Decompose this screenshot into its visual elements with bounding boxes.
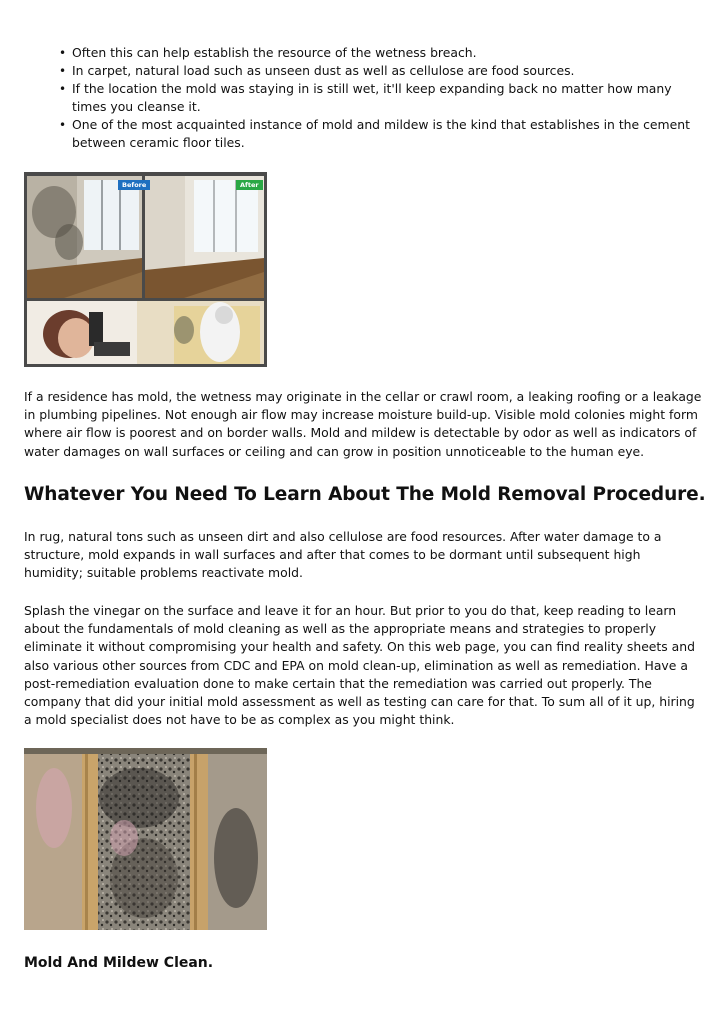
- bullet-item: • One of the most acquainted instance of mold and mildew is the kind that establishes in the cement between ceramic floor tiles.: [0, 116, 720, 152]
- before-after-photo: [24, 172, 267, 367]
- sub-heading: Mold And Mildew Clean.: [24, 955, 214, 971]
- bullet-item: • If the location the mold was staying in is still wet, it'll keep expanding back no matter how many times you cleanse it.: [0, 80, 720, 116]
- after-label: After: [236, 180, 263, 190]
- bullet-item: • Often this can help establish the resource of the wetness breach.: [0, 44, 720, 62]
- paragraph: Splash the vinegar on the surface and leave it for an hour. But prior to you do that, keep reading to learn about the fundamentals of mold cleaning as well as the appropriate means and strategies to properly eliminate it without compromising your health and safety. On this web page, you can find reality sheets and also various other sources from CDC and EPA on mold clean-up, elimination as well as remediation. Have a post-remediation evaluation done to make certain that the remediation was carried out properly. The company that did your initial mold assessment as well as testing can care for that. To sum all of it up, hiring a mold specialist does not have to be as complex as you might think.: [24, 603, 695, 728]
- bullet-list: [0, 44, 720, 152]
- paragraph: In rug, natural tons such as unseen dirt and also cellulose are food resources. After water damage to a structure, mold expands in wall surfaces and after that comes to be dormant until subsequent high humidity; suitable problems reactivate mold.: [24, 529, 662, 581]
- section-heading: Whatever You Need To Learn About The Mold Removal Procedure.: [24, 484, 706, 505]
- mold-wall-photo: [24, 748, 267, 930]
- bullet-item: • In carpet, natural load such as unseen dust as well as cellulose are food sources.: [0, 62, 720, 80]
- before-label: Before: [118, 180, 150, 190]
- paragraph: If a residence has mold, the wetness may originate in the cellar or crawl room, a leaking roofing or a leakage in plumbing pipelines. Not enough air flow may increase moisture build-up. Visible mold colonies might form where air flow is poorest and on border walls. Mold and mildew is detectable by odor as well as indicators of water damages on wall surfaces or ceiling and can grow in position unnoticeable to the human eye.: [24, 389, 702, 459]
